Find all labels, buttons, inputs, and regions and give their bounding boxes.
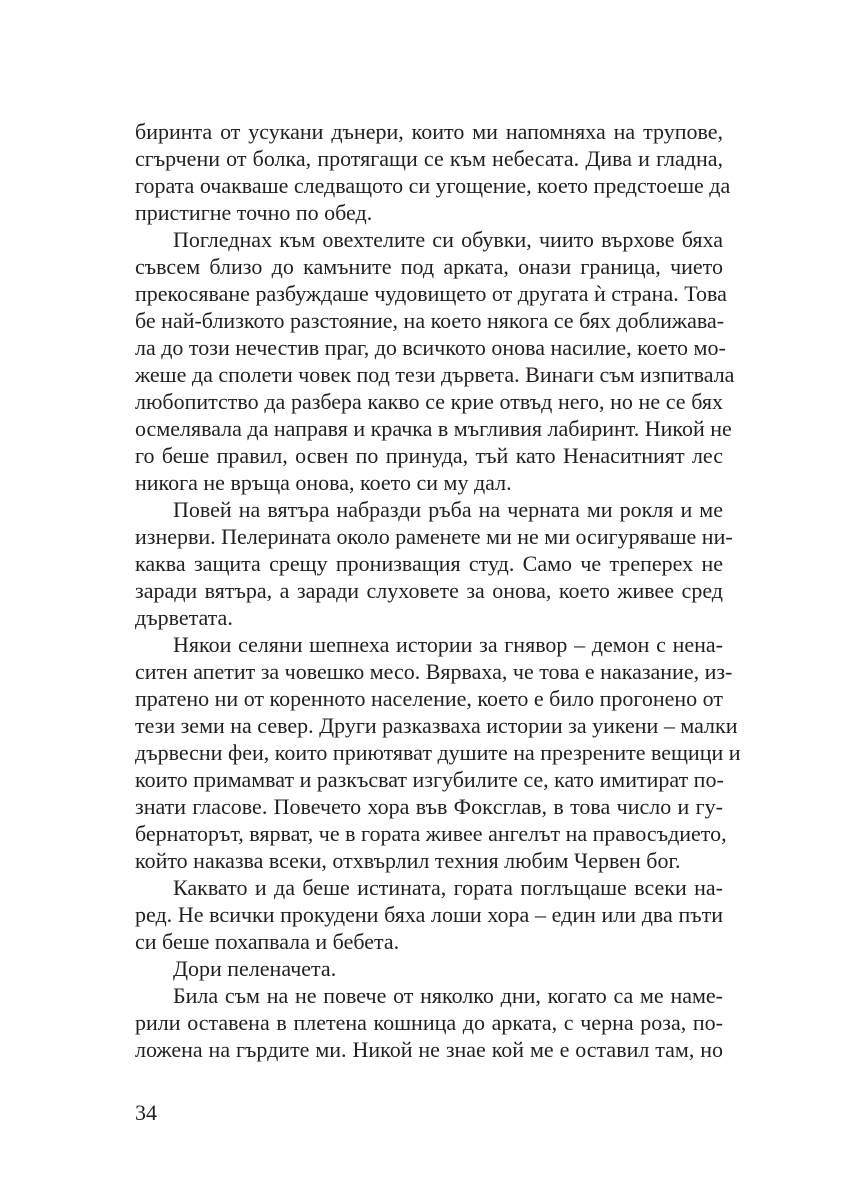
text-line: ред. Не всички прокудени бяха лоши хора – един или два пъти (135, 902, 723, 927)
text-line: Повей на вятъра набразди ръба на черната ми рокля и ме (173, 497, 723, 522)
text-line: Погледнах към овехтелите си обувки, чиито върхове бяха (173, 227, 723, 252)
text-line: ситен апетит за човешко месо. Вярваха, че това е наказание, из- (135, 659, 733, 684)
text-line: любопитство да разбера какво се крие отвъд него, но не се бях (135, 389, 723, 414)
paragraph (135, 982, 723, 1063)
text-line: ла до този нечестив праг, до всичкото онова насилие, което мо- (135, 335, 726, 360)
text-line: никога не връща онова, което си му дал. (135, 470, 512, 495)
text-line: жеше да сполети човек под тези дървета. Винаги съм изпитвала (135, 362, 735, 387)
text-line: гората очакваше следващото си угощение, което предстоеше да (135, 173, 731, 198)
text-line: пратено ни от коренното население, което е било прогонено от (135, 686, 723, 711)
text-line: знати гласове. Повечето хора във Фокcглав, в това число и гу- (135, 794, 723, 819)
text-line: бернаторът, вярват, че в гората живее ангелът на правосъдието, (135, 821, 727, 846)
page-number: 34 (135, 1100, 157, 1125)
text-line: осмелявала да направя и крачка в мъгливия лабиринт. Никой не (135, 416, 732, 441)
text-line: дървесни феи, които приютяват душите на презрените вещици и (135, 740, 741, 765)
text-line: заради вятъра, а заради слуховете за онова, което живее сред (135, 578, 723, 603)
text-line: които примамват и разкъсват изгубилите се, като имитират по- (135, 767, 724, 792)
paragraph (135, 955, 723, 982)
text-line: дърветата. (135, 605, 233, 630)
paragraph (135, 226, 735, 496)
text-line: който наказва всеки, отхвърлил техния любим Червен бог. (135, 848, 681, 873)
text-line: изнерви. Пелерината около раменете ми не ми осигуряваше ни- (135, 524, 733, 549)
paragraph (135, 118, 731, 226)
text-line: биринта от усукани дънери, които ми напомняха на трупове, (135, 119, 723, 144)
paragraph (135, 874, 723, 955)
text-line: пристигне точно по обед. (135, 200, 373, 225)
text-line: рили оставена в плетена кошница до арката, с черна роза, по- (135, 1010, 723, 1035)
text-line: тези земи на север. Други разказваха истории за уикени – малки (135, 713, 738, 738)
text-line: Била съм на не повече от няколко дни, когато са ме наме- (173, 983, 723, 1008)
paragraph (135, 631, 741, 874)
text-line: ложена на гърдите ми. Никой не знае кой ме е оставил там, но (135, 1037, 723, 1062)
text-line: прекосяване разбуждаше чудовището от другата ѝ страна. Това (135, 281, 727, 306)
paragraph (135, 496, 733, 631)
text-line: сгърчени от болка, протягащи се към небесата. Дива и гладна, (135, 146, 723, 171)
text-line: бе най-близкото разстояние, на което някога се бях доближава- (135, 308, 725, 333)
body-text (135, 118, 741, 1063)
text-line: си беше похапвала и бебета. (135, 929, 400, 954)
text-line: Дори пеленачета. (173, 956, 337, 981)
text-line: Някои селяни шепнеха истории за гнявор – демон с нена- (173, 632, 723, 657)
text-line: съвсем близо до камъните под арката, онази граница, чието (135, 254, 723, 279)
text-line: каква защита срещу пронизващия студ. Само че треперех не (135, 551, 723, 576)
text-line: Каквато и да беше истината, гората поглъщаше всеки на- (173, 875, 723, 900)
text-line: го беше правил, освен по принуда, тъй като Ненаситният лес (135, 443, 723, 468)
